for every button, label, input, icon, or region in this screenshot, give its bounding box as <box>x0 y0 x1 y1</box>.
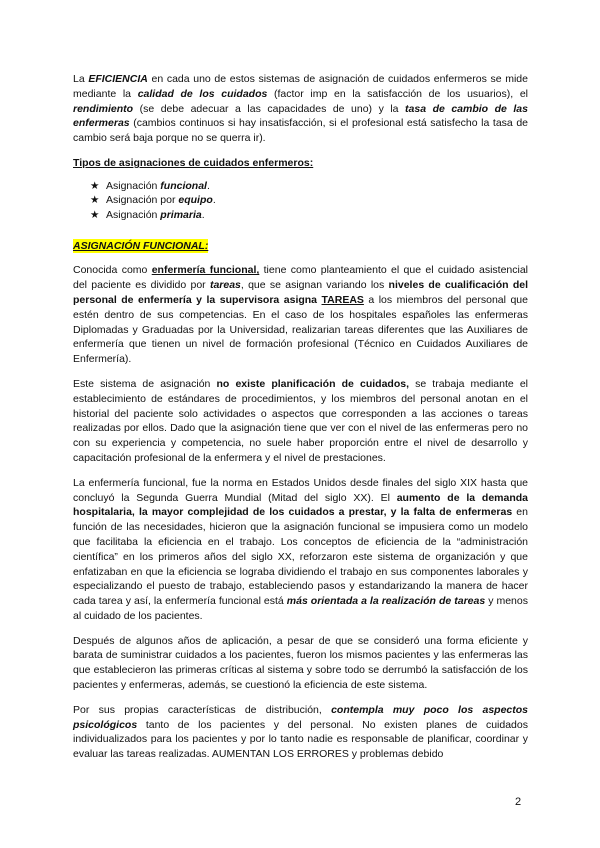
heading-tipos: Tipos de asignaciones de cuidados enfermeros: <box>73 156 314 169</box>
text-run: . <box>206 179 210 192</box>
text-run: en función de las necesidades, hicieron que la asignación funcional se impusiera como un modelo que facilitaba la eficiencia en el trabajo. Los conceptos de eficiencia de la “administración científica” en los primeros años del siglo XX, reforzaron este sistema de organización y que enfatizaban en que la eficiencia se lograba dividiendo el trabajo en sus componentes laborales y especializando el puesto de trabajo, estableciendo pasos y estandarizando la manera de hacer cada tarea y así, la enfermería funcional está <box>73 506 528 608</box>
star-bullet-icon: ★ <box>90 179 100 192</box>
text-run: en cada uno de estos sistemas de asignación de cuidados enfermeros se mide mediante la <box>73 73 528 100</box>
page-number: 2 <box>515 796 522 808</box>
term-orientada-tareas: más orientada a la realización de tareas <box>286 595 486 608</box>
paragraph-criticas <box>73 634 528 693</box>
star-bullet-icon: ★ <box>90 208 100 221</box>
term-enfermeria-funcional: enfermería funcional, <box>151 264 260 277</box>
asignaciones-list <box>73 179 528 223</box>
list-item <box>90 208 528 223</box>
text-run: , que se asignan variando los <box>240 279 389 292</box>
term-niveles: niveles de cualificación del personal de enfermería y la supervisora asigna <box>73 279 528 306</box>
term-calidad: calidad de los cuidados <box>137 87 268 100</box>
term: equipo <box>178 194 213 207</box>
term-rendimiento: rendimiento <box>73 102 134 115</box>
star-bullet-icon: ★ <box>90 194 100 207</box>
term: primaria <box>160 208 202 221</box>
text-run: tiene como planteamiento el que el cuidado asistencial del paciente es dividido por <box>73 264 528 292</box>
text-run: Después de algunos años de aplicación, a pesar de que se consideró una forma eficiente y barata de suministrar cuidados a los pacientes, fueron los mismos pacientes y las enfermeras las que establecieron las primeras críticas al sistema y sobre todo se derrumbó la satisfacción de los pacientes y enfermeras, además, se cuestionó la eficiencia de este sistema. <box>73 634 528 692</box>
term: funcional <box>160 179 207 192</box>
document-page <box>73 72 528 772</box>
text-run: . <box>212 194 216 207</box>
text-run: Por sus propias características de distribución, <box>73 703 332 716</box>
term-eficiencia: EFICIENCIA <box>88 73 148 85</box>
paragraph-psicologicos <box>73 703 528 762</box>
list-item <box>90 179 528 194</box>
text-run: (se debe adecuar a las capacidades de uno) y la <box>133 102 406 115</box>
text-run: y menos al cuidado de los pacientes. <box>73 595 528 622</box>
text-run: se trabaja mediante el establecimiento de estándares de procedimientos, y los miembros del personal anotan en el historial del paciente solo actividades o aspectos que corresponden a las acciones o tareas realizadas por ellos. Dado que la asignación tiene que ver con el nivel de las enfermeras pero no con su experiencia y competencia, no suele haber proporción entre el nivel de desarrollo y capacitación profesional de la enfermera y el nivel de prestaciones. <box>73 377 528 464</box>
paragraph-eficiencia <box>73 72 528 146</box>
term-no-planificacion: no existe planificación de cuidados, <box>216 377 409 390</box>
term-aumento-demanda: aumento de la demanda hospitalaria, la mayor complejidad de los cuidados a prestar, y la falta de enfermeras <box>73 491 528 519</box>
term-aspectos-psicologicos: contempla muy poco los aspectos psicológicos <box>73 703 528 731</box>
term-tareas: tareas <box>209 279 241 292</box>
list-item <box>90 193 528 208</box>
term-tasa-cambio: tasa de cambio de las enfermeras <box>73 102 528 130</box>
text-run: La enfermería funcional, fue la norma en Estados Unidos desde finales del siglo XIX hasta que concluyó la Segunda Guerra Mundial (Mitad del siglo XX). El <box>73 476 528 504</box>
text-run: a los miembros del personal que estén dentro de sus competencias. En el caso de los hospitales españoles las enfermeras Diplomadas y Graduadas por la Universidad, realizarian tareas diferentes que las Auxiliares de enfermería que tienen un nivel de formación profesional (Técnico en Cuidados Auxiliares de Enfermería). <box>73 293 528 366</box>
text-run: Asignación <box>106 208 161 221</box>
text-run: Asignación <box>106 179 161 192</box>
term-tareas-caps: TAREAS <box>321 293 364 306</box>
paragraph-definicion <box>73 263 528 367</box>
text-run: tanto de los pacientes y del personal. No existen planes de cuidados individualizados para los pacientes y por lo tanto nadie es responsable de planificar, coordinar y evaluar las tareas realizadas. AUMENTAN LOS ERRORES y problemas debido <box>73 718 528 761</box>
text-run: (cambios continuos si hay insatisfacción, si el profesional está satisfecho la tasa de cambio será baja porque no se querra ir). <box>73 117 528 145</box>
paragraph-historia <box>73 476 528 624</box>
text-run: Conocida como <box>73 264 152 277</box>
paragraph-planificacion <box>73 377 528 466</box>
text-run: Asignación por <box>106 194 179 207</box>
text-run: Este sistema de asignación <box>73 377 217 390</box>
heading-asignacion-funcional: ASIGNACIÓN FUNCIONAL: <box>73 239 209 252</box>
text-run: (factor imp en la satisfacción de los usuarios), el <box>267 87 529 100</box>
text-run: . <box>201 208 205 221</box>
text-run: La <box>73 73 89 85</box>
